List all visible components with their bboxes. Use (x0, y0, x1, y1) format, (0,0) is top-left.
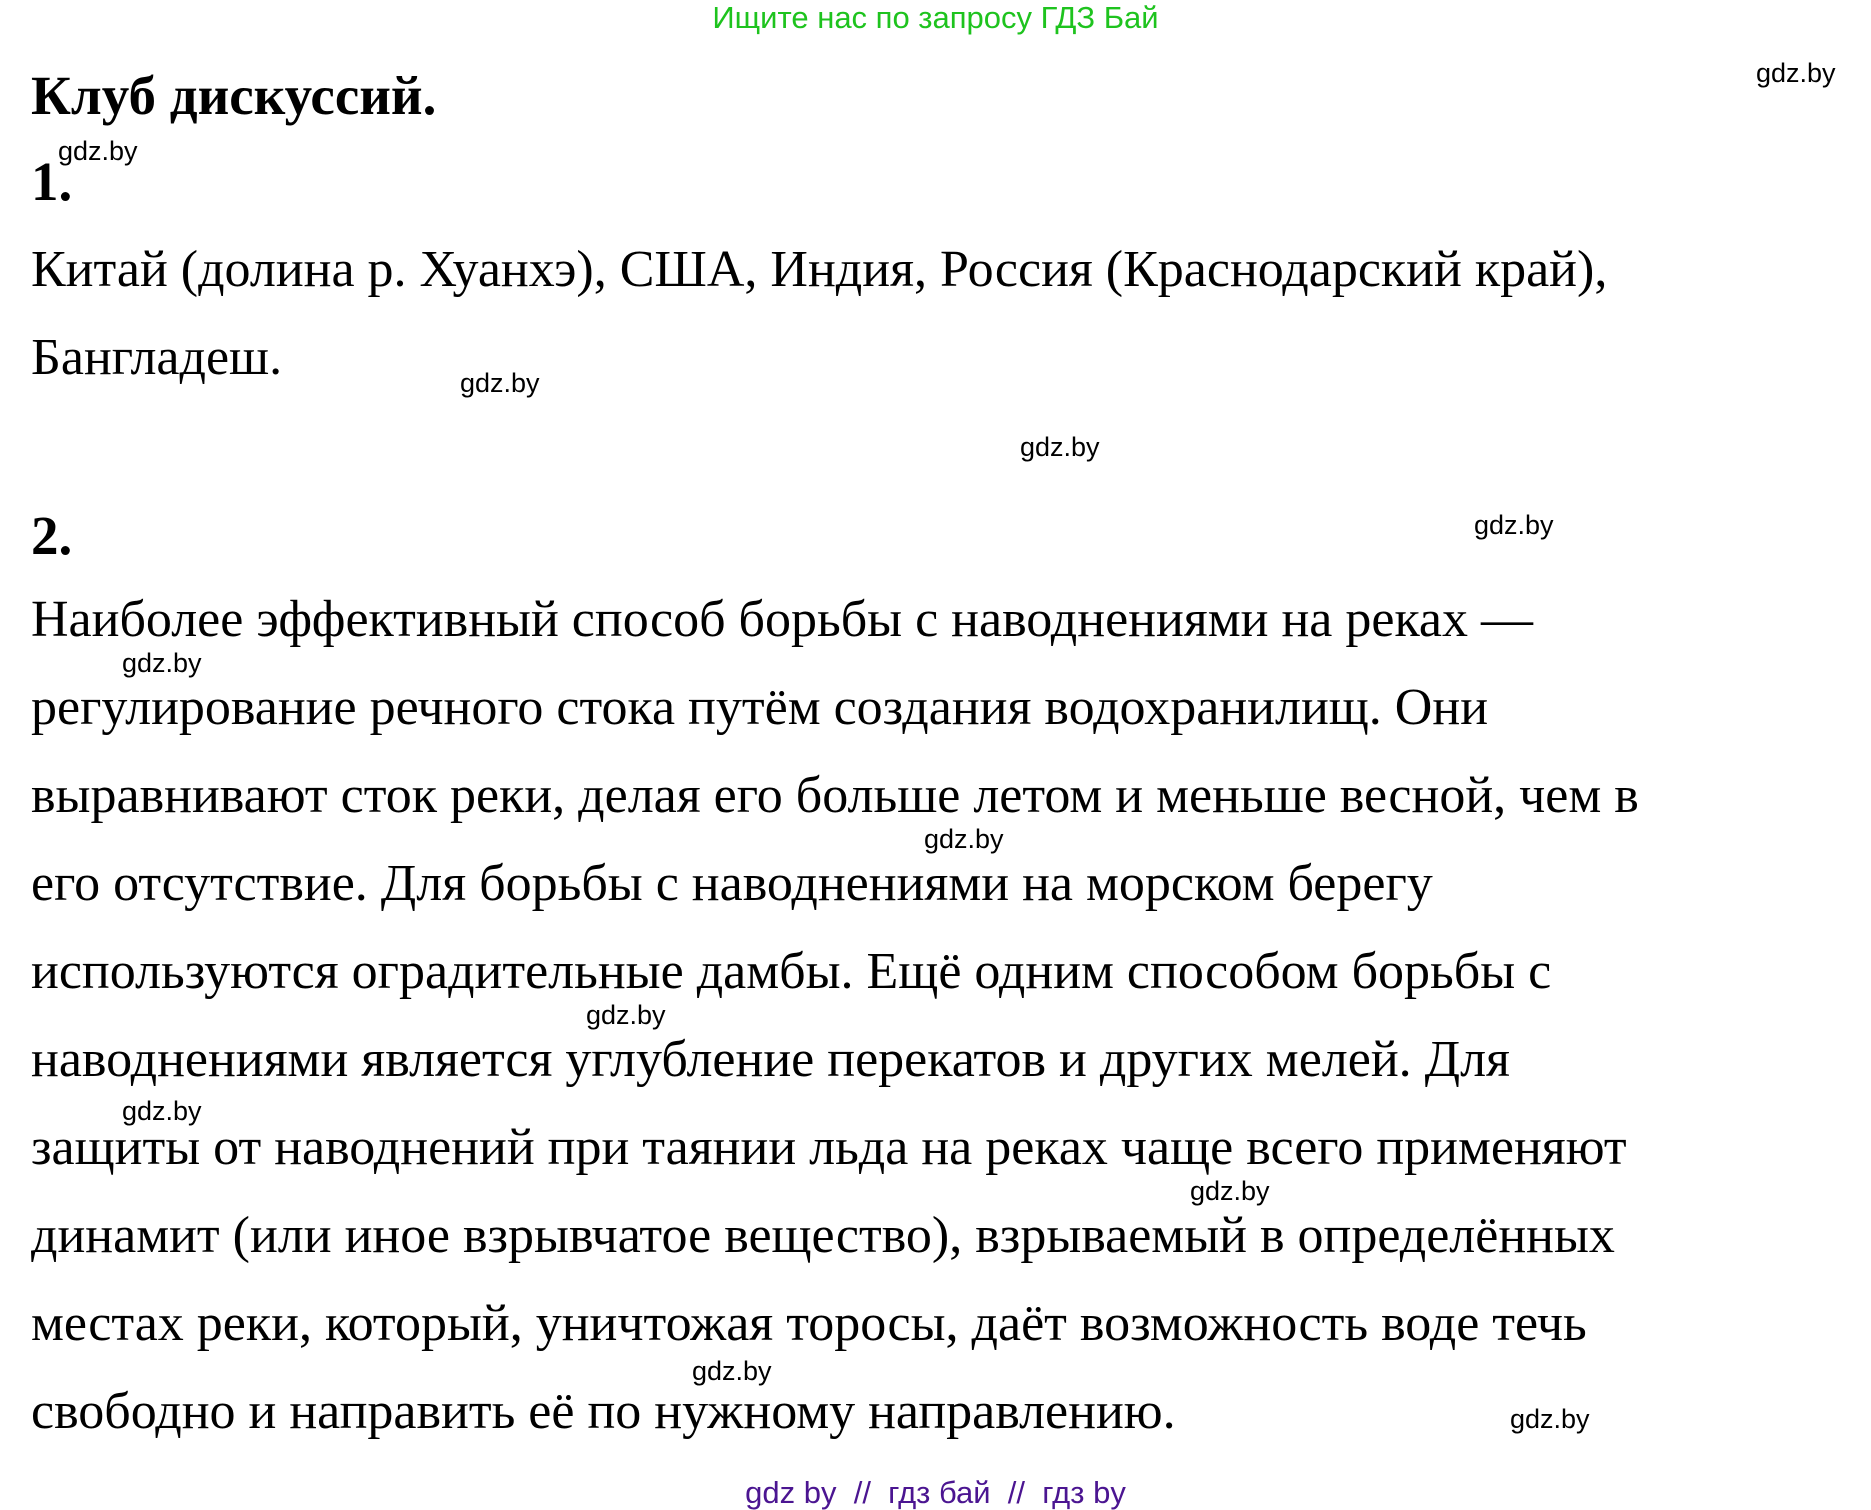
watermark: gdz.by (586, 1000, 666, 1030)
watermark: gdz.by (1474, 510, 1554, 540)
watermark: gdz.by (122, 648, 202, 678)
watermark: gdz.by (1020, 432, 1100, 462)
watermark: gdz.by (460, 368, 540, 398)
section-2-line: местах реки, который, уничтожая торосы, даёт возможность воде течь (31, 1295, 1587, 1352)
section-2-line: динамит (или иное взрывчатое вещество), взрываемый в определённых (31, 1207, 1615, 1264)
watermark: gdz.by (924, 824, 1004, 854)
search-banner: Ищите нас по запросу ГДЗ Бай (712, 0, 1159, 35)
section-2-line: наводнениями является углубление перекатов и других мелей. Для (31, 1031, 1510, 1088)
watermark: gdz.by (1756, 58, 1836, 88)
watermark: gdz.by (1190, 1176, 1270, 1206)
section-number-2: 2. (31, 505, 73, 566)
page-title: Клуб дискуссий. (31, 65, 437, 126)
watermark: gdz.by (1510, 1404, 1590, 1434)
section-2-line: выравнивают сток реки, делая его больше летом и меньше весной, чем в (31, 767, 1639, 824)
watermark: gdz.by (122, 1096, 202, 1126)
section-number-1: 1. (31, 151, 73, 212)
footer-links: gdz by // гдз бай // гдз by (745, 1475, 1126, 1510)
section-2-line: регулирование речного стока путём создания водохранилищ. Они (31, 679, 1489, 736)
section-2-line: защиты от наводнений при таянии льда на реках чаще всего применяют (31, 1119, 1627, 1176)
section-1-line: Китай (долина р. Хуанхэ), США, Индия, Россия (Краснодарский край), (31, 241, 1608, 298)
section-2-line: его отсутствие. Для борьбы с наводнениями на морском берегу (31, 855, 1433, 912)
watermark: gdz.by (692, 1356, 772, 1386)
section-1-line: Бангладеш. (31, 329, 283, 386)
section-2-line: Наиболее эффективный способ борьбы с наводнениями на реках — (31, 591, 1534, 648)
watermark: gdz.by (58, 136, 138, 166)
section-2-line: свободно и направить её по нужному направлению. (31, 1383, 1176, 1440)
section-2-line: используются оградительные дамбы. Ещё одним способом борьбы с (31, 943, 1552, 1000)
